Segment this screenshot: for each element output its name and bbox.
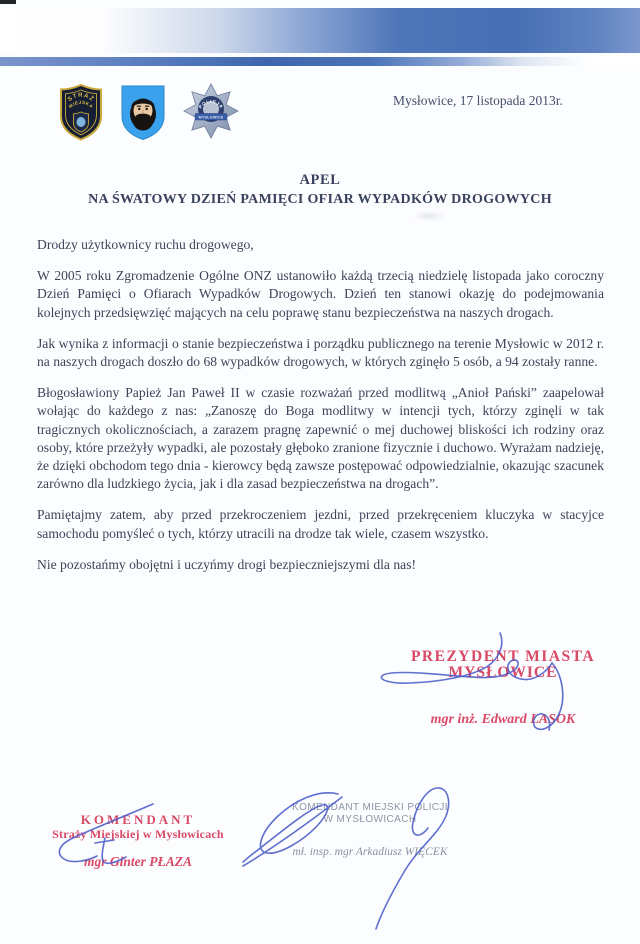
greeting: Drodzy użytkownicy ruchu drogowego, (37, 237, 254, 252)
police-title-2: W MYSŁOWICACH (323, 813, 417, 825)
president-title-1: PREZYDENT MIASTA (410, 648, 596, 665)
president-name: mgr inż. Edward LASOK (430, 712, 576, 727)
paragraph-4: Pamiętajmy zatem, aby przed przekroczeniem jezdni, przed przekręceniem kluczyka w stacyjce samochodu pomyśleć o tych, którzy utracili na drodze tak wiele, czasem wszystko. (37, 507, 604, 541)
paragraph-2: Jak wynika z informacji o stanie bezpieczeństwa i porządku publicznego na terenie Mysłowic w 2012 r. na naszych drogach doszło do 68 wypadków drogowych, w których zginęło 5 osób, a 94 zostały ranne. (37, 335, 604, 370)
svg-text:MIEJSKA: MIEJSKA (67, 99, 95, 110)
letter-title (0, 172, 640, 208)
city-guard-name: mgr Ginter PŁAZA (83, 854, 192, 869)
svg-text:MYSŁOWICE: MYSŁOWICE (198, 115, 224, 120)
paragraph-3: Błogosławiony Papież Jan Paweł II w czasie rozważań przed modlitwą „Anioł Pański” zaapelował wołając do każdego z nas: „Zanoszę do Boga modlitwy w intencji tych, którzy zginęli w tak tragicznych okolicznościach, a zarazem pragnę zapewnić o mej duchowej bliskości ich rodziny oraz osoby, które przeżyły wypadki, ale pozostały głęboko zranione fizycznie i duchowo. Wyrażam nadzieję, że dzięki obchodom tego dnia - kierowcy będą zawsze postępować odpowiedzialnie, okazując szacunek zarówno dla ludzkiego życia, jak i dla zasad bezpieczeństwa na drogach”. (37, 385, 604, 492)
city-guard-badge-icon (57, 83, 105, 141)
paragraph-1: W 2005 roku Zgromadzenie Ogólne ONZ ustanowiło każdą trzecią niedzielę listopada jako coroczny Dzień Pamięci o Ofiarach Wypadków Drogowych. Dzień ten stanowi okazję do podejmowania kolejnych przedsięwzięć mających na celu poprawę stanu bezpieczeństwa na naszych drogach. (37, 268, 604, 320)
myslowice-crest-icon (119, 83, 167, 141)
city-guard-title-2: Straży Miejskiej w Mysłowicach (52, 827, 224, 841)
scan-corner-artifact (0, 0, 16, 4)
scan-smudge-artifact (412, 210, 446, 222)
city-guard-stamp (36, 812, 240, 870)
header-gradient-band (0, 8, 640, 53)
police-stamp (275, 802, 465, 858)
date-line: Mysłowice, 17 listopada 2013r. (393, 93, 563, 108)
header-thin-stripe (0, 57, 640, 66)
president-stamp (395, 649, 611, 728)
letter-body (37, 236, 604, 587)
emblem-row (57, 83, 239, 141)
title-line-1: APEL (299, 172, 341, 188)
police-title-1: KOMENDANT MIEJSKI POLICJI (292, 802, 448, 813)
police-star-badge-icon (183, 83, 239, 140)
president-title-2: MYSŁOWICE (448, 664, 558, 681)
svg-text:POLICJA: POLICJA (197, 98, 225, 110)
police-name: mł. insp. mgr Arkadiusz WIĘCEK (292, 846, 448, 858)
svg-text:STRAŻ: STRAŻ (67, 92, 95, 104)
title-line-2: NA ŚWATOWY DZIEŃ PAMIĘCI OFIAR WYPADKÓW DROGOWYCH (88, 192, 552, 207)
paragraph-5: Nie pozostańmy obojętni i uczyńmy drogi bezpieczniejszymi dla nas! (37, 556, 417, 572)
city-guard-title-1: KOMENDANT (80, 812, 196, 827)
